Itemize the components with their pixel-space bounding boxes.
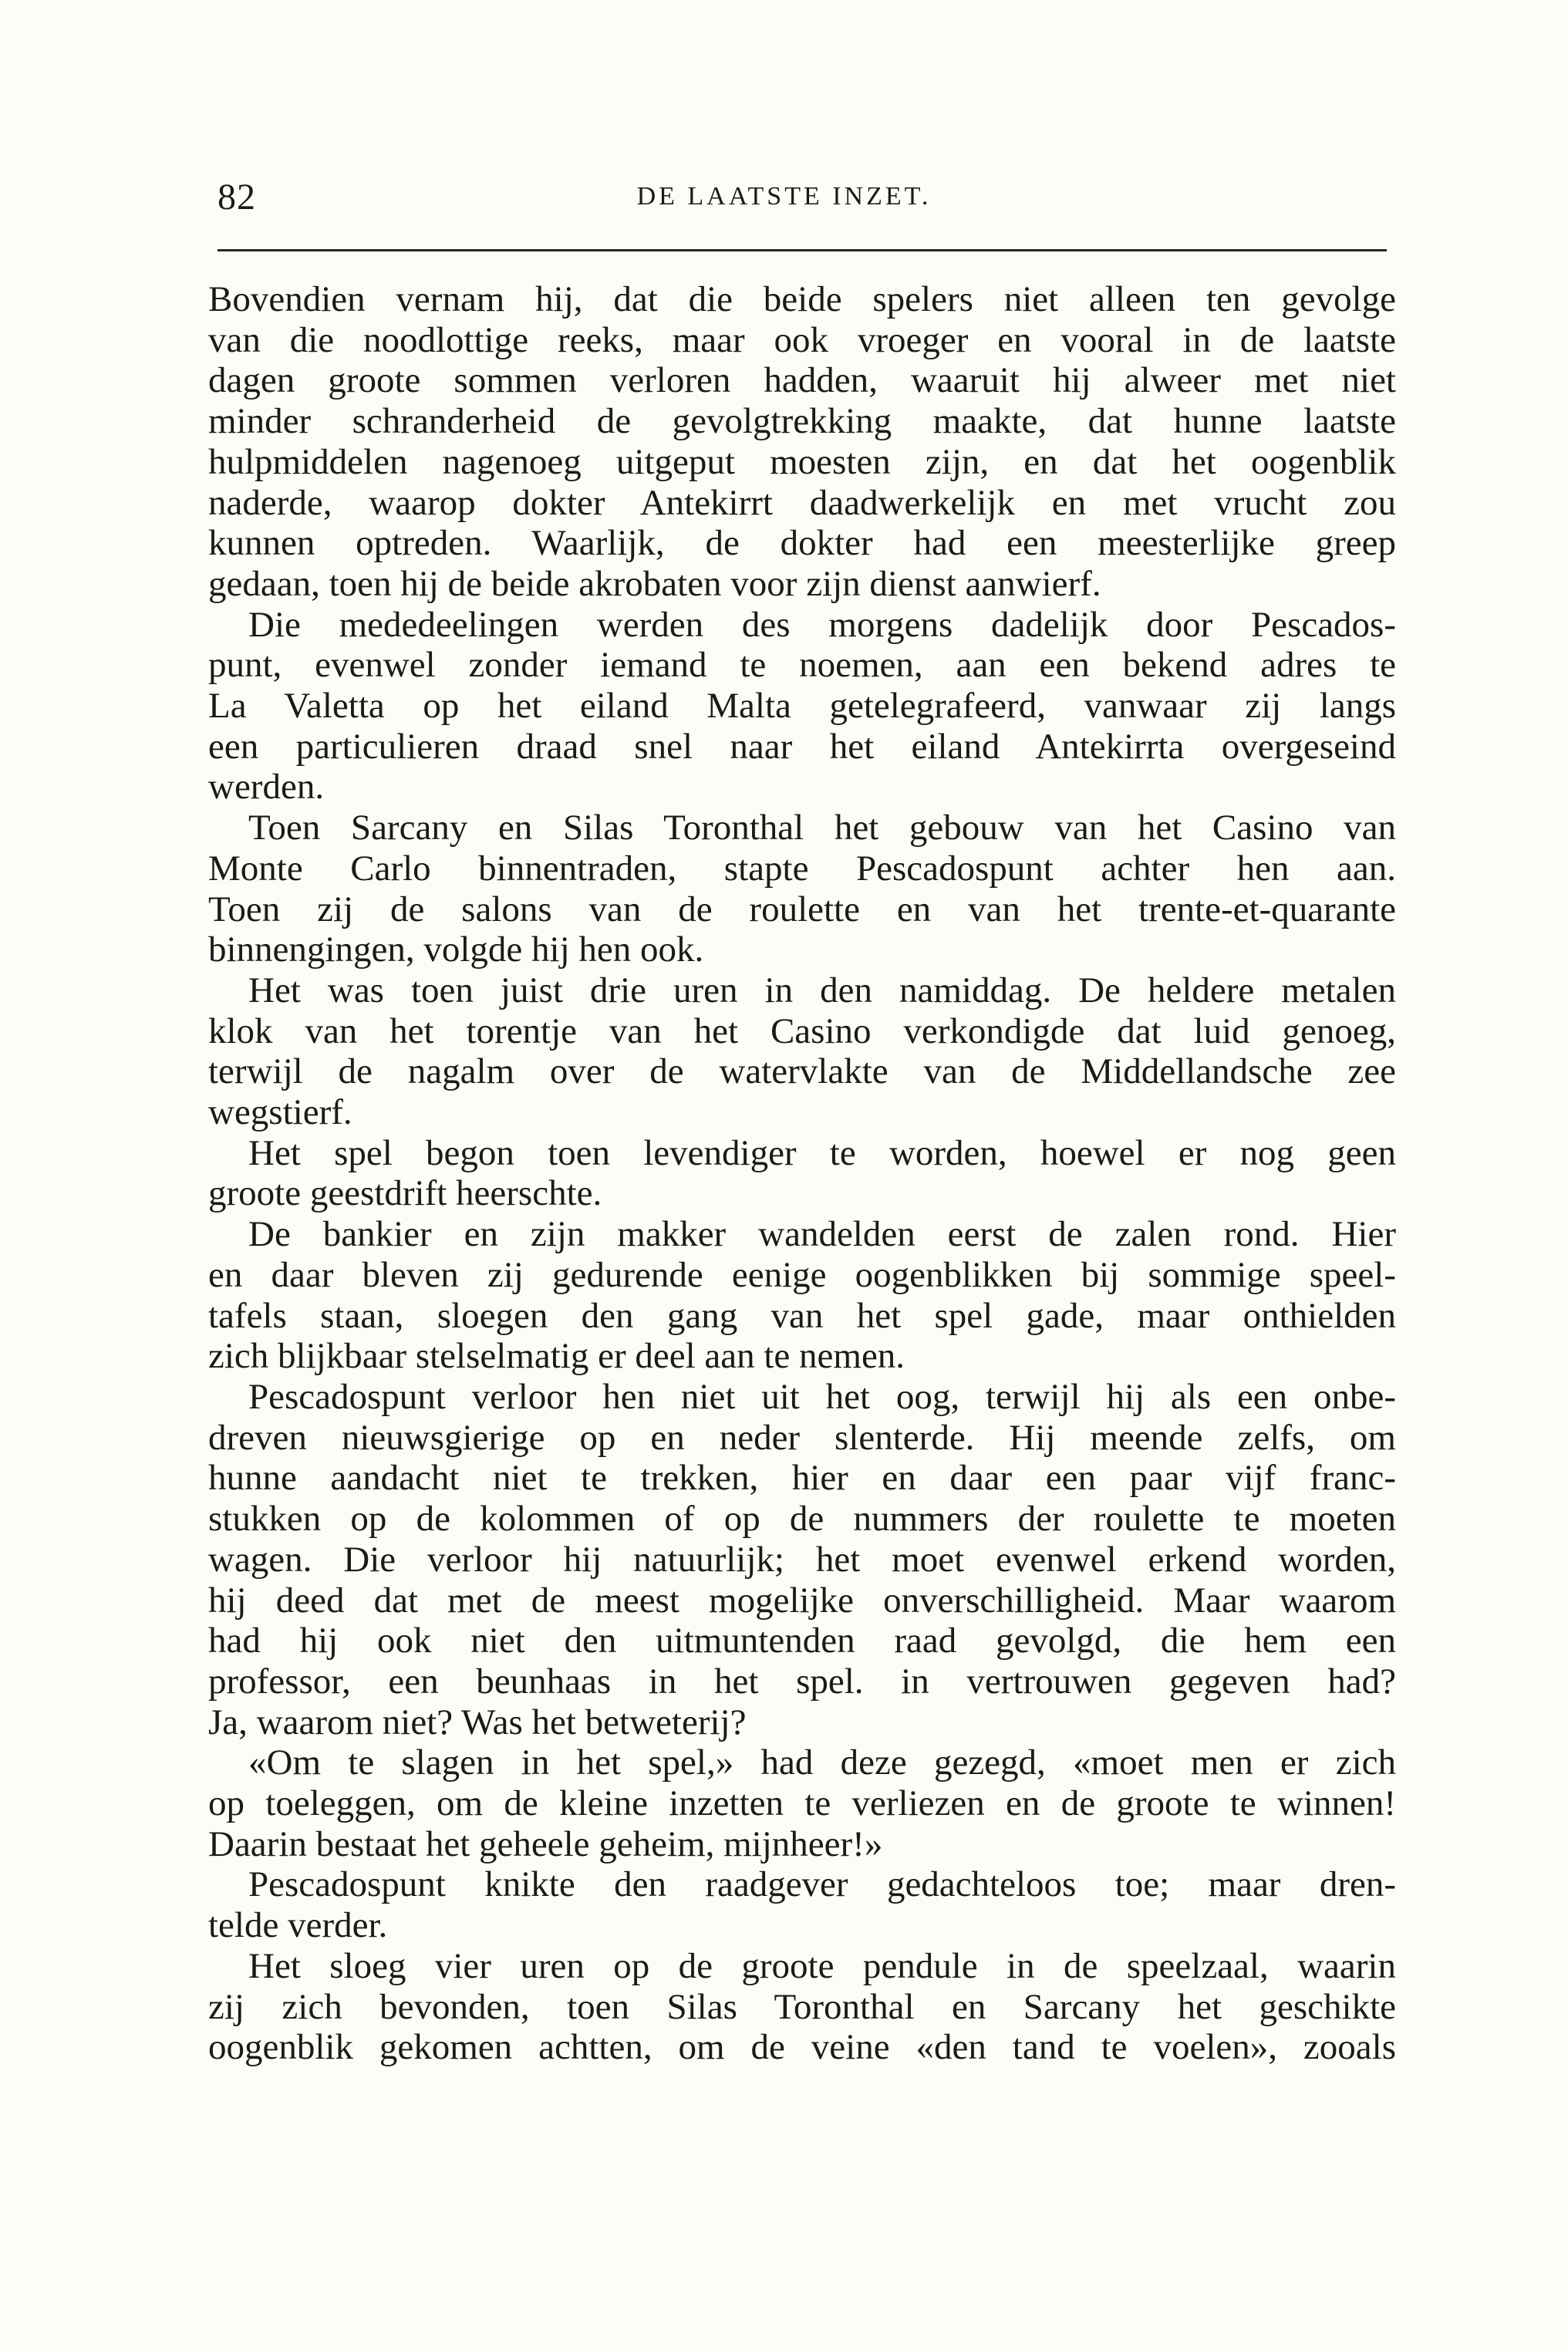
text-line: Toen Sarcany en Silas Toronthal het gebouw van het Casino van xyxy=(248,808,1396,848)
text-line: wagen. Die verloor hij natuurlijk; het moet evenwel erkend worden, xyxy=(208,1539,1396,1580)
text-line: en daar bleven zij gedurende eenige oogenblikken bij sommige speel- xyxy=(208,1254,1396,1295)
text-line: groote geestdrift heerschte. xyxy=(208,1173,602,1214)
text-line: tafels staan, sloegen den gang van het spel gade, maar onthielden xyxy=(208,1295,1396,1336)
paragraph xyxy=(208,1946,1396,2068)
text-line: Ja, waarom niet? Was het betweterij? xyxy=(208,1702,747,1742)
text-line: «Om te slagen in het spel,» had deze gezegd, «moet men er zich xyxy=(248,1742,1396,1783)
text-line: stukken op de kolommen of op de nummers der roulette te moeten xyxy=(208,1499,1396,1540)
text-line: La Valetta op het eiland Malta getelegrafeerd, vanwaar zij langs xyxy=(208,686,1396,727)
text-line: werden. xyxy=(208,767,325,808)
body-text xyxy=(208,279,1396,2068)
text-line: professor, een beunhaas in het spel. in vertrouwen gegeven had? xyxy=(208,1661,1396,1702)
text-line: zij zich bevonden, toen Silas Toronthal en Sarcany het geschikte xyxy=(208,1986,1396,2027)
text-line: Het sloeg vier uren op de groote pendule in de speelzaal, waarin xyxy=(248,1945,1396,1986)
text-line: hulpmiddelen nagenoeg uitgeput moesten zijn, en dat het oogenblik xyxy=(208,441,1396,482)
paragraph xyxy=(208,1214,1396,1377)
text-line: Het spel begon toen levendiger te worden, hoewel er nog geen xyxy=(248,1132,1396,1173)
text-line: terwijl de nagalm over de watervlakte van de Middellandsche zee xyxy=(208,1051,1396,1092)
text-line: oogenblik gekomen achtten, om de veine «den tand te voelen», zooals xyxy=(208,2027,1396,2068)
text-line: hij deed dat met de meest mogelijke onverschilligheid. Maar waarom xyxy=(208,1580,1396,1621)
text-line: had hij ook niet den uitmuntenden raad gevolgd, die hem een xyxy=(208,1621,1396,1661)
paragraph xyxy=(208,808,1396,970)
text-line: Toen zij de salons van de roulette en van het trente-et-quarante xyxy=(208,889,1396,929)
text-line: klok van het torentje van het Casino verkondigde dat luid genoeg, xyxy=(208,1010,1396,1051)
paragraph xyxy=(208,1742,1396,1864)
text-line: Monte Carlo binnentraden, stapte Pescadospunt achter hen aan. xyxy=(208,848,1396,889)
text-line: minder schranderheid de gevolgtrekking maakte, dat hunne laatste xyxy=(208,401,1396,442)
paragraph xyxy=(208,1133,1396,1214)
text-line: kunnen optreden. Waarlijk, de dokter had een meesterlijke greep xyxy=(208,523,1396,564)
text-line: zich blijkbaar stelselmatig er deel aan te nemen. xyxy=(208,1336,905,1377)
text-line: van die noodlottige reeks, maar ook vroeger en vooral in de laatste xyxy=(208,319,1396,360)
header-rule xyxy=(217,249,1387,251)
text-line: dagen groote sommen verloren hadden, waaruit hij alweer met niet xyxy=(208,360,1396,401)
text-line: wegstierf. xyxy=(208,1092,352,1133)
text-line: binnengingen, volgde hij hen ook. xyxy=(208,929,704,970)
text-line: Die mededeelingen werden des morgens dadelijk door Pescados- xyxy=(248,604,1396,645)
text-line: gedaan, toen hij de beide akrobaten voor zijn dienst aanwierf. xyxy=(208,563,1101,604)
text-line: dreven nieuwsgierige op en neder slenterde. Hij meende zelfs, om xyxy=(208,1417,1396,1458)
text-line: Pescadospunt knikte den raadgever gedachteloos toe; maar dren- xyxy=(248,1864,1396,1905)
page-header xyxy=(0,176,1568,238)
running-title: DE LAATSTE INZET. xyxy=(636,182,932,211)
text-line: Daarin bestaat het geheele geheim, mijnheer!» xyxy=(208,1823,883,1864)
text-line: een particulieren draad snel naar het eiland Antekirrta overgeseind xyxy=(208,726,1396,767)
paragraph xyxy=(208,1864,1396,1945)
text-line: punt, evenwel zonder iemand te noemen, aan een bekend adres te xyxy=(208,645,1396,686)
text-line: hunne aandacht niet te trekken, hier en daar een paar vijf franc- xyxy=(208,1458,1396,1499)
text-line: op toeleggen, om de kleine inzetten te verliezen en de groote te winnen! xyxy=(208,1783,1396,1824)
text-line: Pescadospunt verloor hen niet uit het oog, terwijl hij als een onbe- xyxy=(248,1376,1396,1417)
paragraph xyxy=(208,970,1396,1133)
text-line: Bovendien vernam hij, dat die beide spelers niet alleen ten gevolge xyxy=(208,279,1396,319)
text-line: De bankier en zijn makker wandelden eerst de zalen rond. Hier xyxy=(248,1214,1396,1255)
paragraph xyxy=(208,1377,1396,1742)
paragraph xyxy=(208,279,1396,605)
text-line: telde verder. xyxy=(208,1905,388,1946)
text-line: Het was toen juist drie uren in den namiddag. De heldere metalen xyxy=(248,970,1396,1010)
paragraph xyxy=(208,605,1396,808)
text-line: naderde, waarop dokter Antekirrt daadwerkelijk en met vrucht zou xyxy=(208,482,1396,523)
page-number: 82 xyxy=(217,177,256,218)
